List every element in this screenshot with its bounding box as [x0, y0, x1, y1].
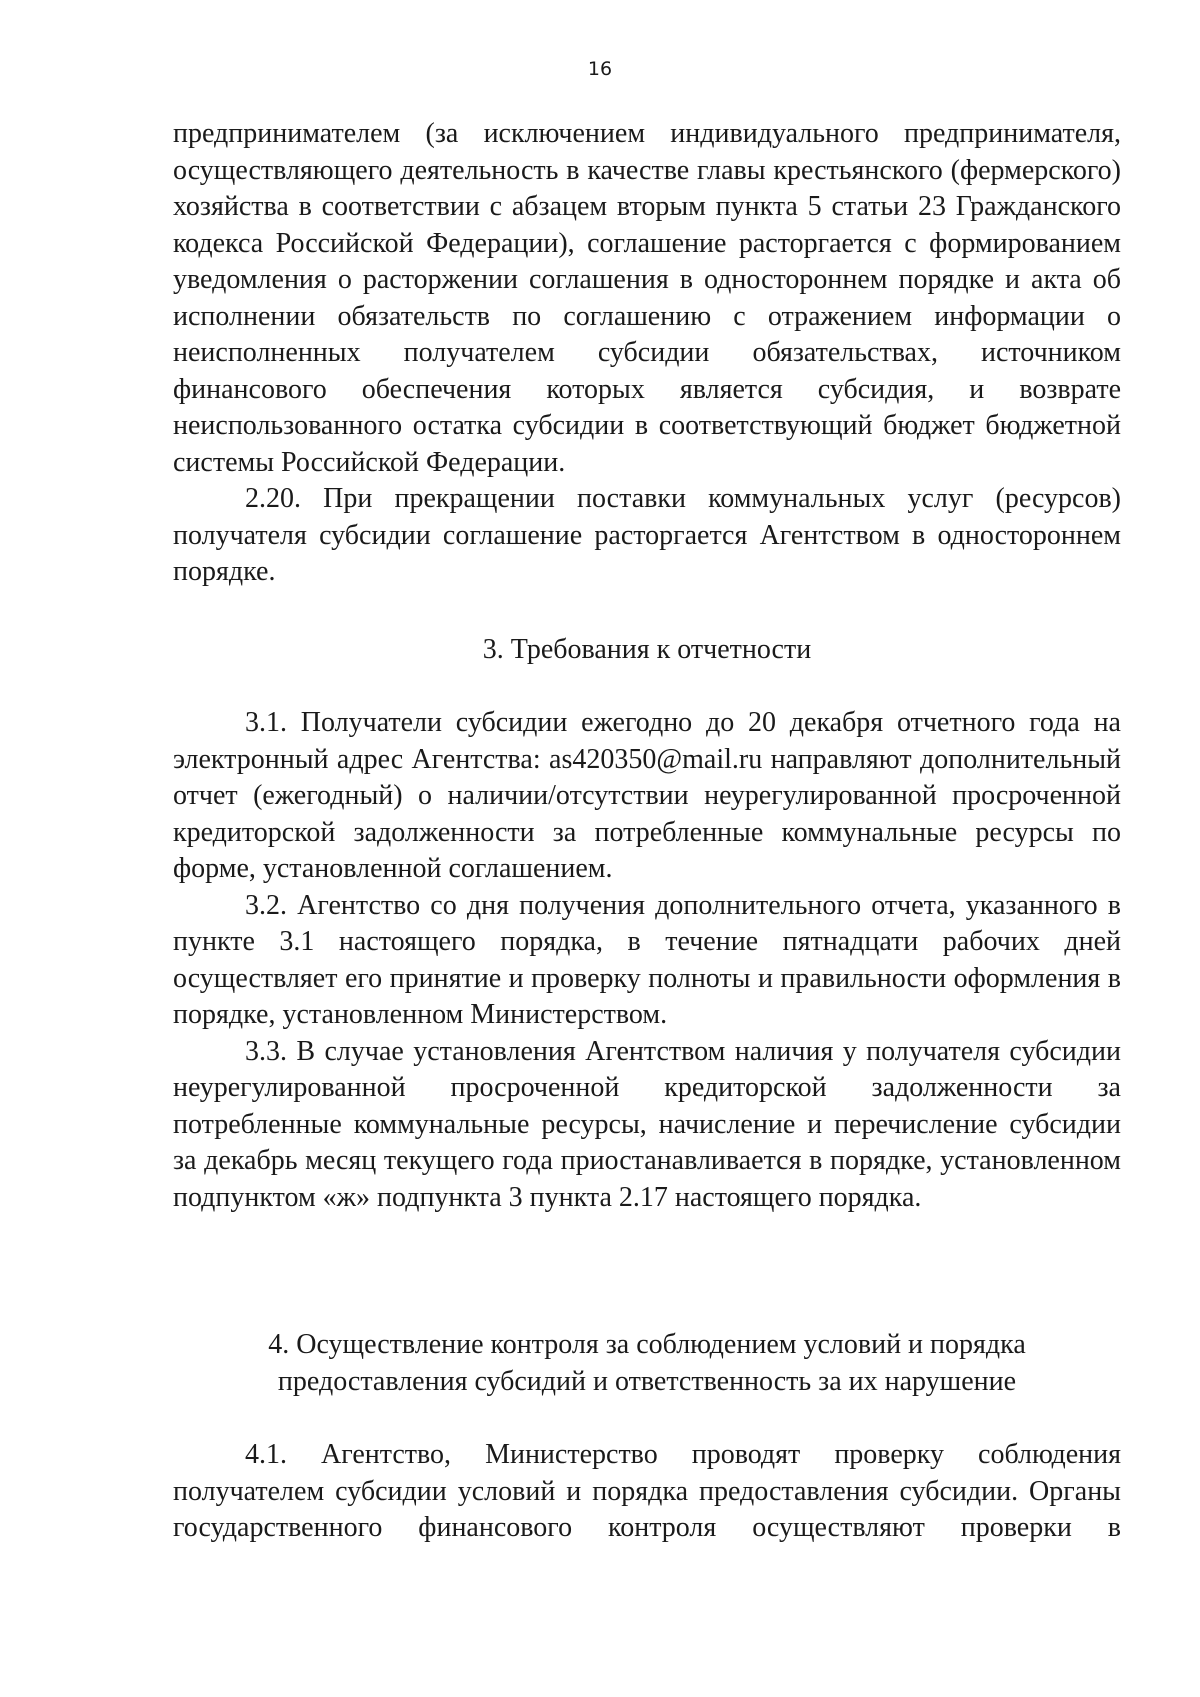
- clause-3-1: 3.1. Получатели субсидии ежегодно до 20 декабря отчетного года на электронный адрес Агентства: as420350@mail.ru направляют дополнительный отчет (ежегодный) о наличии/отсутствии неурегулированной просроченной кредиторской задолженности за потребленные коммунальные ресурсы по форме, установленной соглашением.: [173, 707, 1121, 884]
- intro-paragraph: предпринимателем (за исключением индивидуального предпринимателя, осуществляющего деятельность в качестве главы крестьянского (фермерского) хозяйства в соответствии с абзацем вторым пункта 5 статьи 23 Гражданского кодекса Российской Федерации), соглашение расторгается с формированием уведомления о расторжении соглашения в одностороннем порядке и акта об исполнении обязательств по соглашению с отражением информации о неисполненных получателем субсидии обязательствах, источником финансового обеспечения которых является субсидия, и возврате неиспользованного остатка субсидии в соответствующий бюджет бюджетной системы Российской Федерации.: [173, 118, 1121, 478]
- section-4-heading-line-1: 4. Осуществление контроля за соблюдением условий и порядка: [268, 1329, 1026, 1360]
- clause-4-1: 4.1. Агентство, Министерство проводят проверку соблюдения получателем субсидии условий и порядка предоставления субсидии. Органы государственного финансового контроля осуществляют проверки в: [173, 1439, 1121, 1543]
- section-3-heading: 3. Требования к отчетности: [482, 633, 812, 665]
- clause-3-2: 3.2. Агентство со дня получения дополнительного отчета, указанного в пункте 3.1 настоящего порядка, в течение пятнадцати рабочих дней осуществляет его принятие и проверку полноты и правильности оформления в порядке, установленном Министерством.: [173, 889, 1121, 1030]
- clause-2-20: 2.20. При прекращении поставки коммунальных услуг (ресурсов) получателя субсидии соглашение расторгается Агентством в одностороннем порядке.: [173, 483, 1121, 587]
- section-4-heading-line-2: предоставления субсидий и ответственность за их нарушение: [277, 1365, 1017, 1397]
- document-body: [173, 116, 1121, 1547]
- clause-3-3: 3.3. В случае установления Агентством наличия у получателя субсидии неурегулированной просроченной кредиторской задолженности за потребленные коммунальные ресурсы, начисление и перечисление субсидии за декабрь месяц текущего года приостанавливается в порядке, установленном подпунктом «ж» подпункта 3 пункта 2.17 настоящего порядка.: [173, 1035, 1121, 1213]
- page-number: 16: [587, 58, 613, 80]
